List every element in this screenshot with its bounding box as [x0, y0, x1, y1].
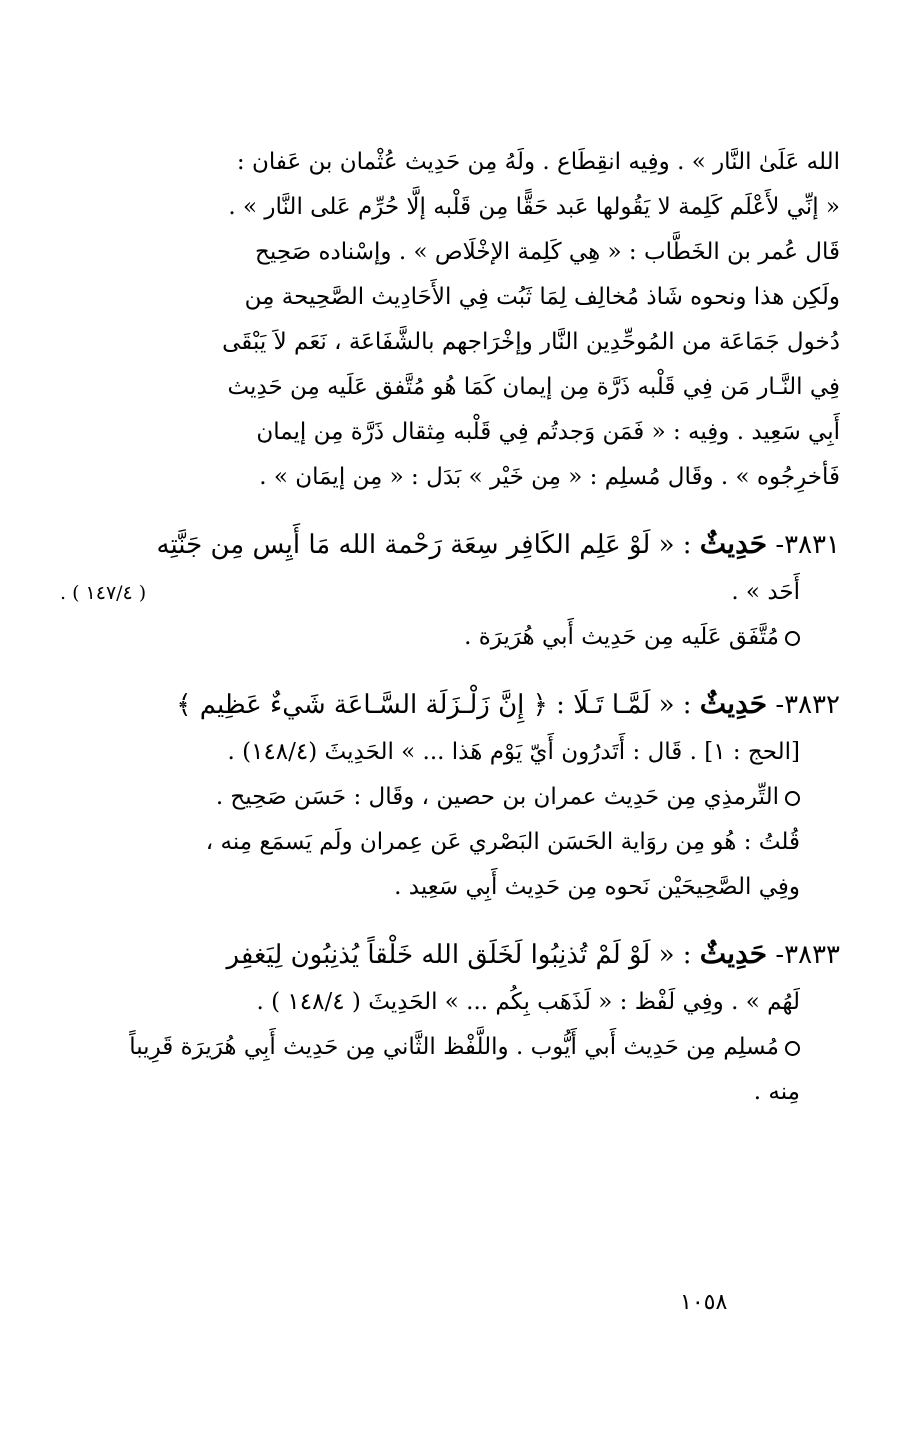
takhrij-note: مُتَّفَق عَلَيه مِن حَدِيث أَبي هُرَيرَة .	[60, 615, 840, 660]
takhrij-note: التِّرمذِي مِن حَدِيث عمران بن حصين ، وقَال : حَسَن صَحِيح .	[60, 775, 840, 820]
hadith-heading	[60, 518, 840, 570]
intro-line: دُخول جَمَاعَة من المُوحِّدِين النَّار وإخْرَاجهم بالشَّفَاعَة ، نَعَم لاَ يَبْقَى	[222, 329, 840, 355]
hadith-number: ٣٨٣٢-	[775, 690, 840, 720]
page-number: ١٠٥٨	[680, 1290, 728, 1315]
circle-bullet-icon	[785, 631, 800, 646]
hadith-heading	[60, 928, 840, 980]
hadith-text-cont: أَحَد » .	[731, 579, 800, 605]
intro-line: فِي النَّـار مَن فِي قَلْبه ذَرَّة مِن إيمان كَمَا هُو مُتَّفق عَلَيه مِن حَدِيث	[227, 374, 840, 400]
hadith-text: : « لَمَّـا تَـلَا : ﴿ إِنَّ زَلْـزَلَة السَّـاعَة شَيءٌ عَظِيم ﴾	[176, 690, 692, 720]
circle-bullet-icon	[785, 1041, 800, 1056]
hadith-keyword: حَدِيثٌ	[699, 527, 768, 560]
intro-line: فَأخرِجُوه » . وقَال مُسلِم : « مِن خَيْر » بَدَل : « مِن إيمَان » .	[259, 464, 840, 490]
hadith-entry	[60, 928, 840, 1115]
commentary-line: قُلتُ : هُو مِن روَاية الحَسَن البَصْري عَن عِمران ولَم يَسمَع مِنه ،	[205, 829, 800, 855]
hadith-heading	[60, 678, 840, 730]
intro-line: قَال عُمر بن الخَطَّاب : « هِي كَلِمة الإخْلَاص » . وإسْناده صَحِيح	[255, 239, 840, 265]
takhrij-note: مُسلِم مِن حَدِيث أَبي أَيُّوب . واللَّفْظ الثَّاني مِن حَدِيث أَبِي هُرَيرَة قَرِيباً	[60, 1025, 840, 1070]
commentary-line: مِنه .	[753, 1079, 800, 1105]
intro-line: أَبِي سَعِيد . وفِيه : « فَمَن وَجدتُم فِي قَلْبه مِثقال ذَرَّة مِن إيمان	[256, 419, 840, 445]
hadith-text: : « لَوْ عَلِم الكَافِر سِعَة رَحْمة الله مَا أَيِس مِن جَنَّتِه	[156, 530, 692, 560]
hadith-keyword: حَدِيثٌ	[699, 937, 768, 970]
hadith-entry	[60, 518, 840, 660]
hadith-text-cont: [الحج : ١] . قَال : أَتَدرُون أَيّ يَوْم هَذا ... » الحَدِيثَ (١٤٨/٤) .	[227, 739, 800, 765]
circle-bullet-icon	[785, 791, 800, 806]
hadith-text: : « لَوْ لَمْ تُذنِبُوا لَخَلَق الله خَلْقاً يُذنِبُون لِيَغفِر	[226, 940, 692, 970]
hadith-continuation	[60, 570, 840, 615]
page-body	[60, 140, 840, 1115]
hadith-number: ٣٨٣١-	[775, 530, 840, 560]
intro-line: ولَكِن هذا ونحوه شَاذ مُخالِف لِمَا ثَبُت فِي الأَحَادِيث الصَّحِيحة مِن	[244, 284, 840, 310]
hadith-reference: ( ١٤٧/٤ ) .	[60, 582, 147, 604]
hadith-text-cont: لَهُم » . وفِي لَفْظ : « لَذَهَب بِكُم ... » الحَدِيثَ ( ١٤٨/٤ ) .	[256, 989, 800, 1015]
intro-line: الله عَلَىٰ النَّار » . وفِيه انقِطَاع . ولَهُ مِن حَدِيث عُثْمان بن عَفان :	[236, 149, 840, 175]
intro-paragraph	[60, 140, 840, 500]
hadith-number: ٣٨٣٣-	[775, 940, 840, 970]
hadith-entry	[60, 678, 840, 910]
hadith-keyword: حَدِيثٌ	[699, 687, 768, 720]
intro-line: « إنِّي لأَعْلَم كَلِمة لا يَقُولها عَبد حَقًّا مِن قَلْبه إلَّا حُرِّم عَلى النَّار » .	[228, 194, 840, 220]
commentary-line: وفِي الصَّحِيحَيْن نَحوه مِن حَدِيث أَبِي سَعِيد .	[394, 874, 800, 900]
